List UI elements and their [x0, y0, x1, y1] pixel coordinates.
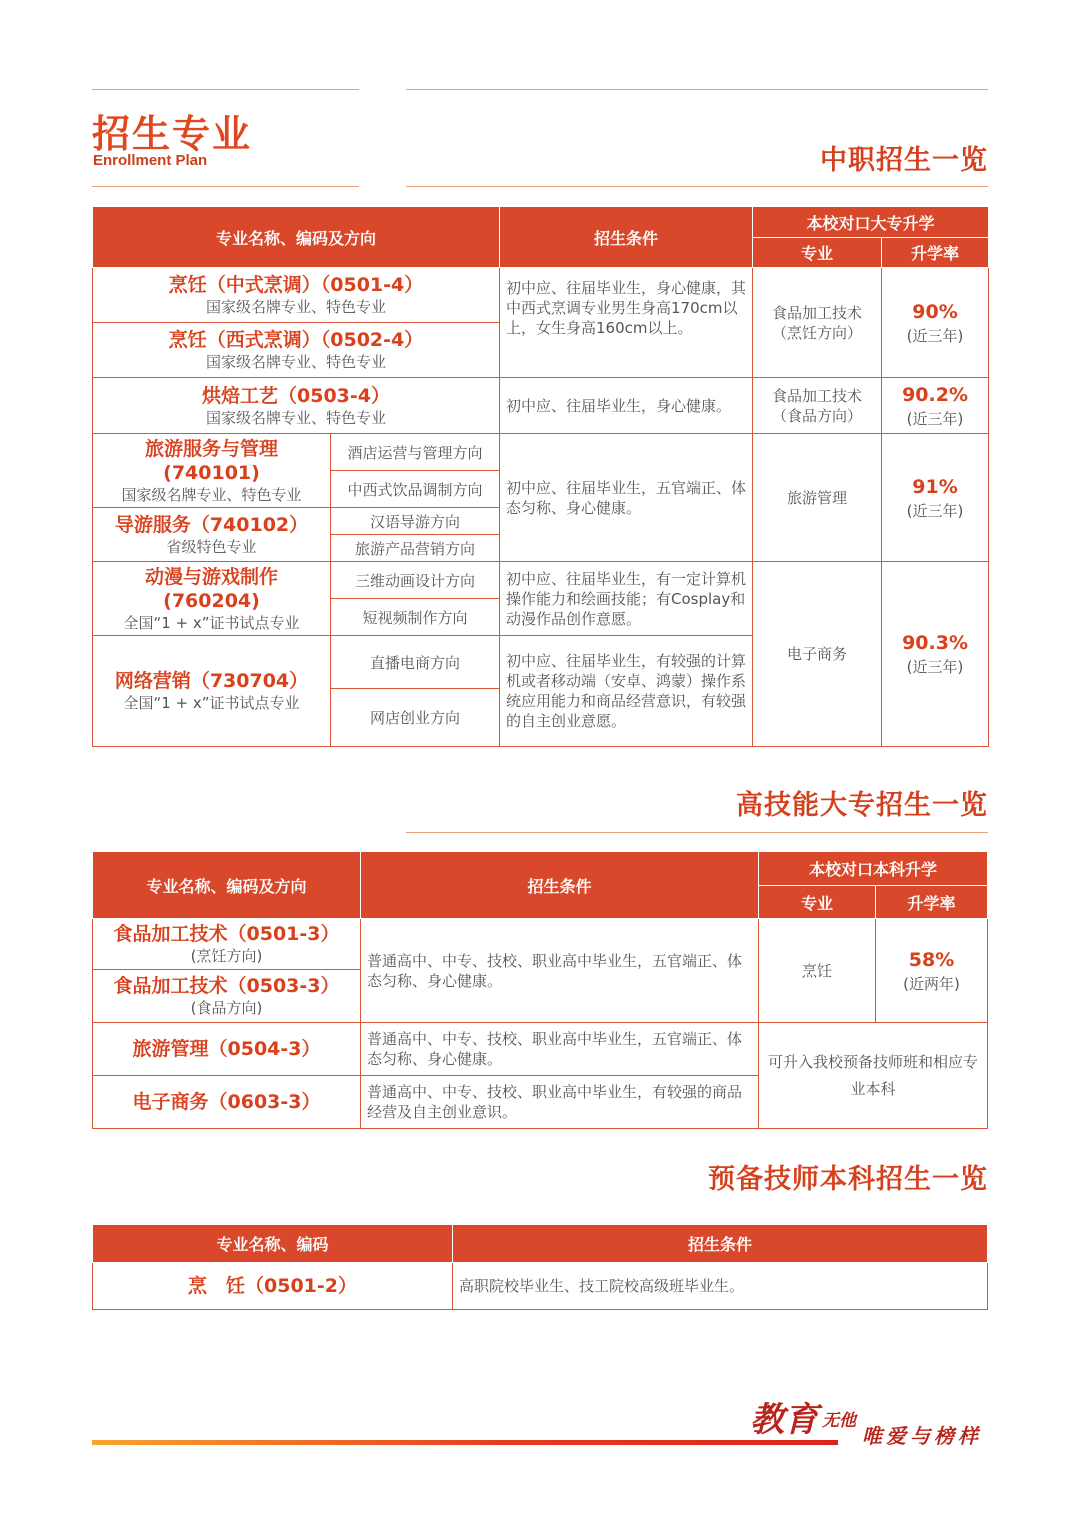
- direction: 网店创业方向: [331, 689, 500, 747]
- col-header-rate: 升学率: [882, 238, 989, 268]
- section-title-gaoji: 高技能大专招生一览: [736, 790, 988, 821]
- header-divider: [92, 89, 359, 90]
- slogan-part2: 无他: [822, 1411, 856, 1431]
- major-direction: (烹饪方向): [190, 947, 263, 965]
- enroll-condition: 初中应、往届毕业生，身心健康。: [500, 378, 753, 434]
- rate-period: (近两年): [903, 974, 960, 993]
- col-header-name: 专业名称、编码及方向: [93, 207, 500, 268]
- header-divider: [406, 186, 988, 187]
- major-name: 烘焙工艺（0503-4）: [202, 384, 390, 407]
- target-major: 烹饪: [759, 919, 876, 1023]
- direction: 中西式饮品调制方向: [331, 471, 500, 508]
- enroll-condition: 普通高中、中专、技校、职业高中毕业生，五官端正、体态匀称、身心健康。: [361, 919, 759, 1023]
- col-header-cond: 招生条件: [453, 1225, 988, 1263]
- target-major: 食品加工技术（烹饪方向）: [753, 268, 882, 378]
- direction: 短视频制作方向: [331, 599, 500, 636]
- rate-period: (近三年): [906, 326, 964, 345]
- rate-value: 91%: [912, 475, 958, 498]
- target-major: 旅游管理: [753, 434, 882, 562]
- header-divider: [406, 89, 988, 90]
- header-divider: [92, 186, 359, 187]
- major-tag: 国家级名牌专业、特色专业: [121, 485, 302, 504]
- major-name: 烹 饪（0501-2）: [188, 1275, 357, 1297]
- major-name: 烹饪（西式烹调）（0502-4）: [168, 329, 424, 351]
- major-name: 旅游服务与管理: [144, 437, 278, 460]
- table-zhongzhi: [92, 206, 989, 747]
- table-row: [93, 919, 988, 970]
- table-row: [93, 1263, 988, 1310]
- major-tag: 国家级名牌专业、特色专业: [206, 353, 387, 371]
- upgrade-note: 可升入我校预备技师班和相应专业本科: [759, 1023, 988, 1129]
- table-gaoji: [92, 851, 988, 1129]
- enroll-condition: 初中应、往届毕业生，有一定计算机操作能力和绘画技能；有Cosplay和动漫作品创作意愿。: [500, 562, 753, 636]
- page-subtitle: Enrollment Plan: [93, 152, 208, 169]
- col-header-major: 专业: [753, 238, 882, 268]
- direction: 三维动画设计方向: [331, 562, 500, 599]
- col-header-name: 专业名称、编码: [93, 1225, 453, 1263]
- enroll-condition: 初中应、往届毕业生，身心健康，其中西式烹调专业男生身高170cm以上，女生身高160cm以上。: [500, 268, 753, 378]
- direction: 酒店运营与管理方向: [331, 434, 500, 471]
- col-header-group: 本校对口大专升学: [753, 207, 989, 238]
- rate-period: (近三年): [906, 501, 964, 520]
- major-name: 食品加工技术（0501-3）: [113, 923, 340, 945]
- section-title-yubei: 预备技师本科招生一览: [708, 1164, 988, 1195]
- target-major: 电子商务: [753, 562, 882, 747]
- major-code: (760204): [163, 589, 260, 612]
- enroll-condition: 初中应、往届毕业生，五官端正、体态匀称、身心健康。: [500, 434, 753, 562]
- enroll-condition: 高职院校毕业生、技工院校高级班毕业生。: [453, 1263, 988, 1310]
- target-major: 食品加工技术（食品方向）: [753, 378, 882, 434]
- col-header-name: 专业名称、编码及方向: [93, 852, 361, 919]
- rate-cell: [882, 268, 989, 378]
- rate-cell: [882, 378, 989, 434]
- major-name: 导游服务（740102）: [114, 513, 309, 536]
- major-tag: 全国“1 + x”证书试点专业: [123, 613, 300, 632]
- section-divider: [406, 832, 988, 833]
- col-header-rate: 升学率: [876, 886, 988, 919]
- rate-value: 90.2%: [902, 383, 968, 406]
- major-name: 动漫与游戏制作: [144, 565, 278, 588]
- major-tag: 国家级名牌专业、特色专业: [206, 298, 387, 316]
- major-name: 网络营销（730704）: [114, 670, 309, 692]
- table-row: [93, 378, 989, 434]
- direction: 汉语导游方向: [331, 508, 500, 535]
- slogan-part1: 教育: [750, 1400, 818, 1440]
- slogan-part3: 唯爱与榜样: [862, 1424, 982, 1448]
- direction: 旅游产品营销方向: [331, 535, 500, 562]
- major-name: 旅游管理（0504-3）: [132, 1038, 321, 1060]
- table-row: [93, 1023, 988, 1076]
- rate-period: (近三年): [906, 409, 964, 428]
- rate-cell: [882, 562, 989, 747]
- col-header-major: 专业: [759, 886, 876, 919]
- major-tag: 省级特色专业: [166, 537, 257, 556]
- table-yubei: [92, 1224, 988, 1310]
- major-direction: (食品方向): [190, 999, 263, 1017]
- table-row: [93, 562, 989, 599]
- major-name: 烹饪（中式烹调）（0501-4）: [168, 274, 424, 296]
- major-tag: 全国“1 + x”证书试点专业: [123, 694, 300, 712]
- table-row: [93, 434, 989, 471]
- footer-gradient-bar: [92, 1440, 838, 1445]
- table-row: [93, 268, 989, 323]
- col-header-group: 本校对口本科升学: [759, 852, 988, 886]
- rate-period: (近三年): [906, 658, 964, 676]
- rate-cell: [882, 434, 989, 562]
- major-name: 食品加工技术（0503-3）: [113, 975, 340, 997]
- major-name: 电子商务（0603-3）: [132, 1091, 321, 1113]
- page-title: 招生专业: [92, 112, 253, 156]
- rate-value: 58%: [908, 948, 955, 971]
- rate-value: 90%: [912, 300, 958, 323]
- enroll-condition: 初中应、往届毕业生，有较强的计算机或者移动端（安卓、鸿蒙）操作系统应用能力和商品经营意识，有较强的自主创业意愿。: [500, 636, 753, 747]
- col-header-cond: 招生条件: [500, 207, 753, 268]
- major-tag: 国家级名牌专业、特色专业: [206, 408, 387, 427]
- rate-cell: [876, 919, 988, 1023]
- section-title-zhongzhi: 中职招生一览: [820, 145, 988, 176]
- col-header-cond: 招生条件: [361, 852, 759, 919]
- major-code: (740101): [163, 461, 260, 484]
- rate-value: 90.3%: [902, 632, 968, 654]
- enroll-condition: 普通高中、中专、技校、职业高中毕业生，有较强的商品经营及自主创业意识。: [361, 1076, 759, 1129]
- direction: 直播电商方向: [331, 636, 500, 689]
- enroll-condition: 普通高中、中专、技校、职业高中毕业生，五官端正、体态匀称、身心健康。: [361, 1023, 759, 1076]
